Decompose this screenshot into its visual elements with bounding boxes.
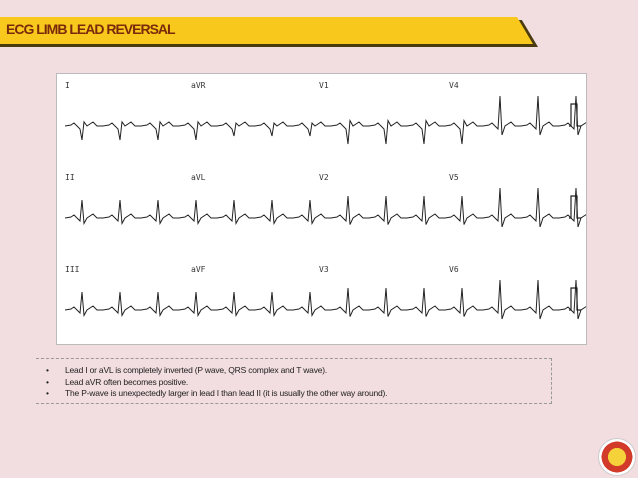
page-title: ECG LIMB LEAD REVERSAL [6, 21, 175, 37]
note-item: • Lead I or aVL is completely inverted (P wave, QRS complex and T wave). [46, 365, 551, 377]
lead-label-aVL: aVL [191, 173, 206, 182]
ecg-waveforms [65, 96, 586, 319]
lead-label-V5: V5 [449, 173, 459, 182]
lead-label-V6: V6 [449, 265, 459, 274]
ecg-trace-row [65, 188, 586, 227]
lead-label-III: III [65, 265, 80, 274]
note-item: • Lead aVR often becomes positive. [46, 377, 551, 389]
lead-label-V2: V2 [319, 173, 329, 182]
note-item: • The P-wave is unexpectedly larger in lead I than lead II (it is usually the other way around). [46, 388, 551, 400]
lead-label-V1: V1 [319, 81, 329, 90]
lead-label-aVR: aVR [191, 81, 206, 90]
lead-label-I: I [65, 81, 70, 90]
lead-label-V3: V3 [319, 265, 329, 274]
lead-label-V4: V4 [449, 81, 459, 90]
notes-box [36, 358, 552, 404]
ecg-tracing-image [56, 73, 587, 345]
institution-logo-icon [598, 438, 636, 476]
lead-label-aVF: aVF [191, 265, 206, 274]
notes-list [36, 359, 551, 400]
ecg-trace-row [65, 96, 586, 144]
ecg-tracing-svg [57, 74, 586, 344]
ecg-trace-row [65, 280, 586, 319]
lead-label-II: II [65, 173, 75, 182]
